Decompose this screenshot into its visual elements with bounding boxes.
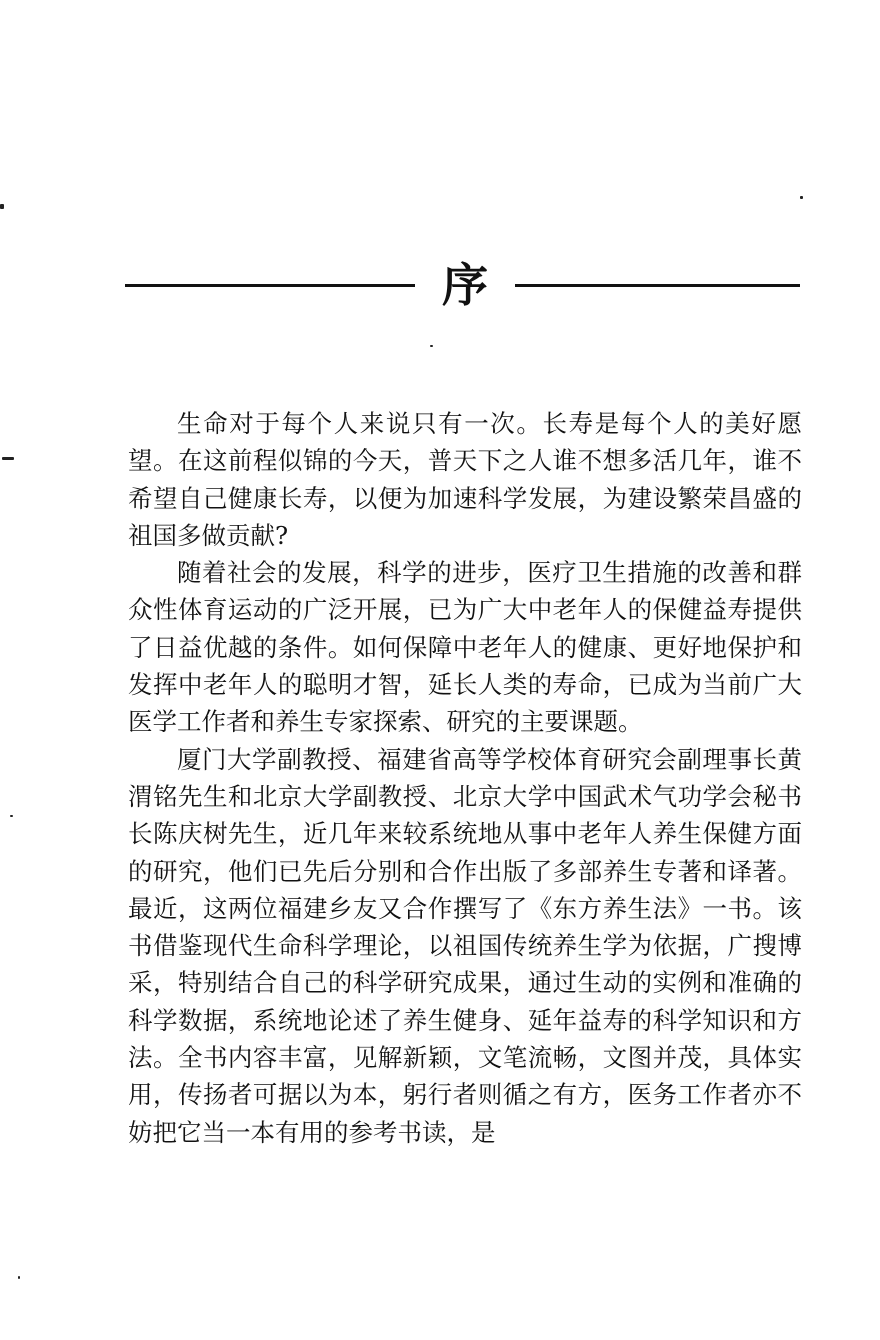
scan-speck	[0, 204, 4, 209]
body-text	[128, 405, 802, 1151]
paragraph: 随着社会的发展，科学的进步，医疗卫生措施的改善和群众性体育运动的广泛开展，已为广大中老年人的保健益寿提供了日益优越的条件。如何保障中老年人的健康、更好地保护和发挥中老年人的聪明才智，延长人类的寿命，已成为当前广大医学工作者和养生专家探索、研究的主要课题。	[128, 558, 802, 737]
title-rule-right	[515, 284, 800, 287]
page-title: 序	[442, 258, 488, 312]
scan-speck	[800, 196, 803, 199]
paragraph: 厦门大学副教授、福建省高等学校体育研究会副理事长黄渭铭先生和北京大学副教授、北京大学中国武术气功学会秘书长陈庆树先生，近几年来较系统地从事中老年人养生保健方面的研究，他们已先后分别和合作出版了多部养生专著和译著。最近，这两位福建乡友又合作撰写了《东方养生法》一书。该书借鉴现代生命科学理论，以祖国传统养生学为依据，广搜博采，特别结合自己的科学研究成果，通过生动的实例和准确的科学数据，系统地论述了养生健身、延年益寿的科学知识和方法。全书内容丰富，见解新颖，文笔流畅，文图并茂，具体实用，传扬者可据以为本，躬行者则循之有方，医务工作者亦不妨把它当一本有用的参考书读，是	[128, 744, 802, 1147]
scan-speck	[430, 345, 433, 347]
title-rule-left	[125, 284, 415, 287]
page-header	[125, 255, 800, 315]
scan-speck	[18, 1276, 20, 1279]
paragraph: 生命对于每个人来说只有一次。长寿是每个人的美好愿望。在这前程似锦的今天，普天下之人谁不想多活几年，谁不希望自己健康长寿，以便为加速科学发展，为建设繁荣昌盛的祖国多做贡献?	[128, 409, 802, 550]
scan-speck	[10, 815, 13, 817]
scan-speck	[2, 457, 14, 460]
